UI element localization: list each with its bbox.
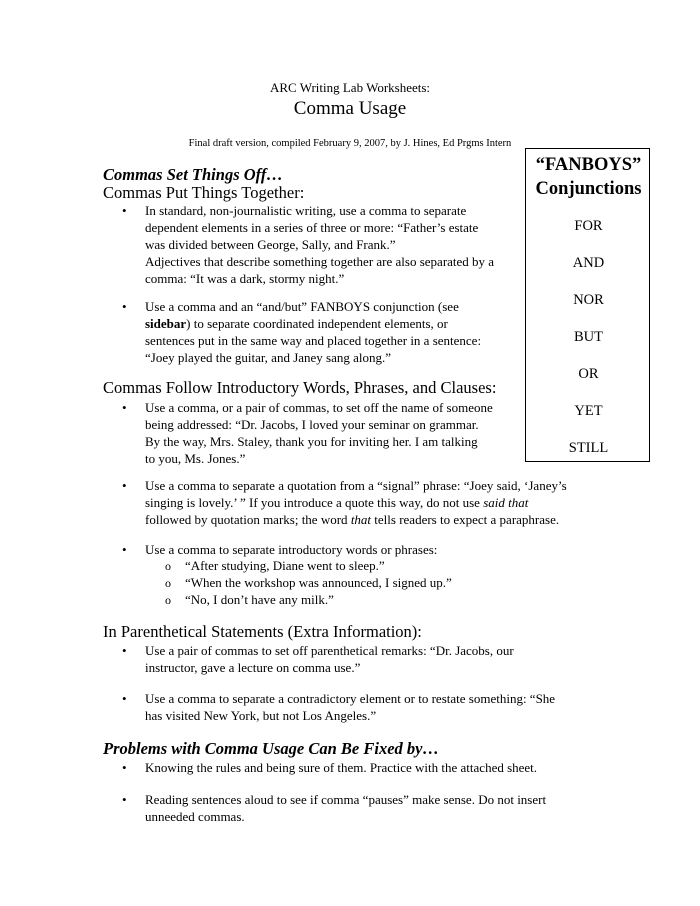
bullet-marker: • — [122, 203, 127, 218]
sub-bullet-marker: o — [165, 559, 171, 573]
bullet-contradictory-element: Use a comma to separate a contradictory element or to restate something: “She has visited New York, but not Los Angeles.” — [145, 691, 556, 723]
sidebar-item-still: STILL — [568, 440, 609, 456]
example-after-studying: “After studying, Diane went to sleep.” — [185, 558, 385, 573]
bullet-marker: • — [122, 792, 127, 807]
bullet-marker: • — [122, 400, 127, 415]
sidebar-item-for: FOR — [574, 218, 603, 234]
bullet-marker: • — [122, 643, 127, 658]
bullet-series-commas: In standard, non-journalistic writing, use a comma to separate dependent elements in a series of three or more: “Father’s estate was divided between George, Sally, and Frank.” Adjectives that describe something together are also separated by a comma: “It was a dark, stormy night.” — [145, 203, 495, 286]
bullet-marker: • — [122, 691, 127, 706]
sidebar-title-fanboys: “FANBOYS” — [535, 155, 642, 175]
bullet-marker: • — [122, 478, 127, 493]
fanboys-sidebar — [525, 148, 650, 462]
worksheet-series-label: ARC Writing Lab Worksheets: — [269, 80, 431, 95]
page-title: Comma Usage — [293, 98, 407, 119]
sidebar-item-yet: YET — [574, 403, 603, 419]
bullet-fanboys-commas: Use a comma and an “and/but” FANBOYS conjunction (see sidebar) to separate coordinated independent elements, or sentences put in the same way and placed together in a sentence: “Joey played the guitar, and Janey sang along.” — [145, 299, 482, 365]
bullet-parenthetical-remarks: Use a pair of commas to set off parenthetical remarks: “Dr. Jacobs, our instructor, gave a lecture on comma use.” — [145, 643, 514, 675]
bullet-marker: • — [122, 299, 127, 314]
bullet-knowing-rules: Knowing the rules and being sure of them. Practice with the attached sheet. — [145, 760, 538, 775]
bullet-marker: • — [122, 760, 127, 775]
heading-introductory: Commas Follow Introductory Words, Phrases, and Clauses: — [103, 378, 497, 397]
example-no-milk: “No, I don’t have any milk.” — [185, 592, 334, 607]
bullet-direct-address: Use a comma, or a pair of commas, to set off the name of someone being addressed: “Dr. Jacobs, I loved your seminar on grammar. By the way, Mrs. Staley, thank you for inviting her. I am talking to you, Ms. Jones.” — [145, 400, 493, 466]
bullet-quotation: Use a comma to separate a quotation from a “signal” phrase: “Joey said, ‘Janey’s singing is lovely.’ ” If you introduce a quote this way, do not use said that followed by quotation marks; the word that tells readers to expect a paraphrase. — [145, 478, 567, 527]
sidebar-title-conjunctions: Conjunctions — [535, 179, 642, 199]
sidebar-reference: sidebar — [145, 316, 187, 331]
sidebar-item-nor: NOR — [573, 292, 604, 308]
heading-set-things-off: Commas Set Things Off… — [103, 165, 283, 184]
bullet-reading-aloud: Reading sentences aloud to see if comma “pauses” make sense. Do not insert unneeded commas. — [145, 792, 547, 824]
sidebar-item-and: AND — [572, 255, 605, 271]
sidebar-item-but: BUT — [574, 329, 603, 345]
heading-parenthetical: In Parenthetical Statements (Extra Information): — [103, 622, 422, 641]
heading-problems: Problems with Comma Usage Can Be Fixed by… — [103, 739, 439, 758]
draft-note: Final draft version, compiled February 9, 2007, by J. Hines, Ed Prgms Intern — [188, 138, 512, 149]
sub-bullet-marker: o — [165, 593, 171, 607]
bullet-marker: • — [122, 542, 127, 557]
bullet-introductory-words: Use a comma to separate introductory words or phrases: — [145, 542, 438, 557]
example-workshop: “When the workshop was announced, I signed up.” — [185, 575, 452, 590]
sub-bullet-marker: o — [165, 576, 171, 590]
sidebar-item-or: OR — [578, 366, 599, 382]
heading-put-things-together: Commas Put Things Together: — [103, 183, 305, 202]
